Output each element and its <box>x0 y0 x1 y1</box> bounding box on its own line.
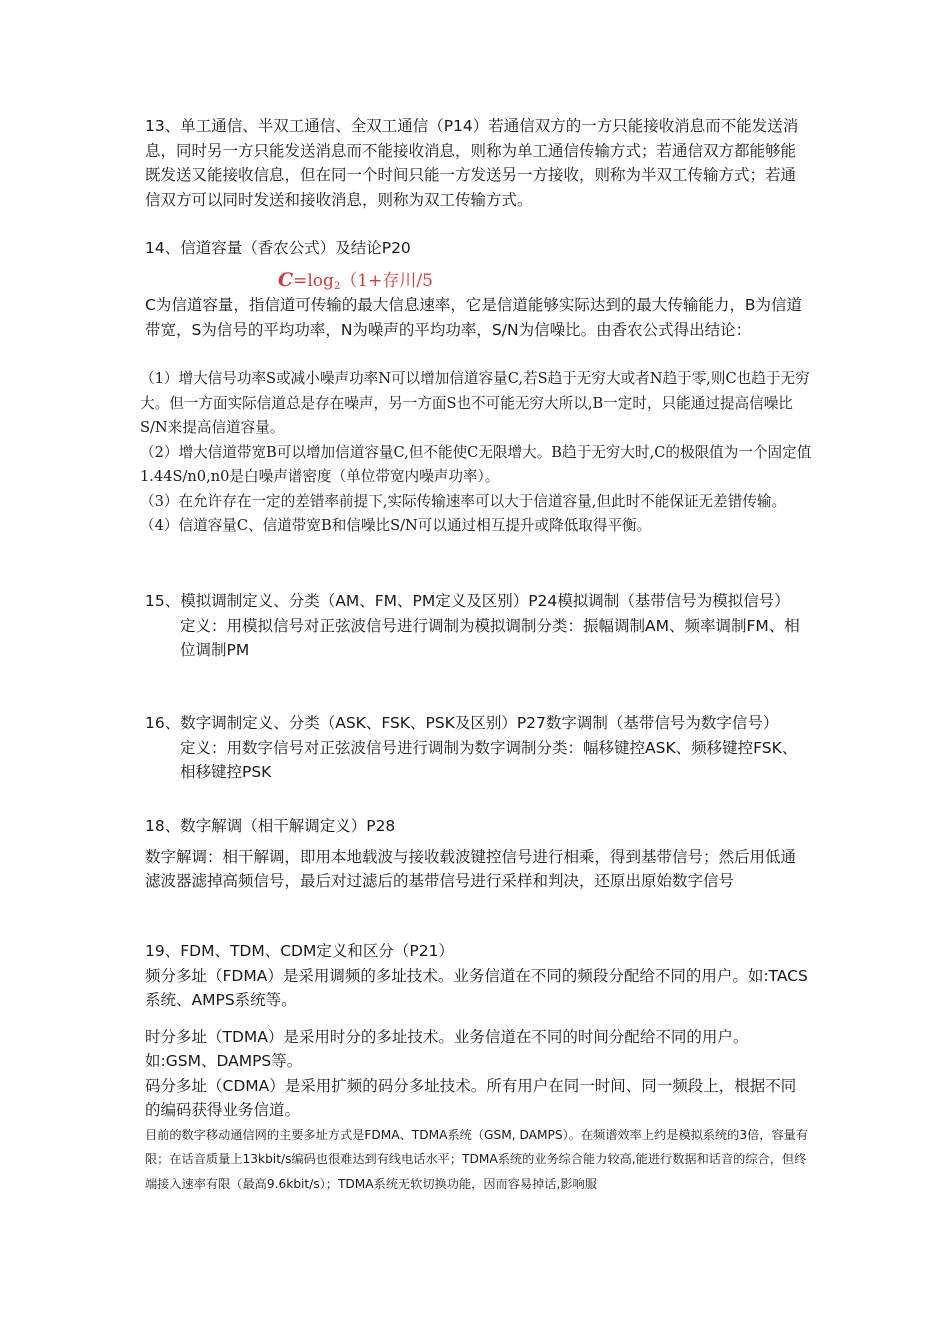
conclusion-3: （3）在允许存在一定的差错率前提下,实际传输速率可以大于信道容量,但此时不能保证无差错传输。 <box>140 492 787 510</box>
cdma-paragraph: 码分多址（CDMA）是采用扩频的码分多址技术。所有用户在同一时间、同一频段上，根据不同的编码获得业务信道。 <box>145 1076 797 1119</box>
section-16-body: 定义：用数字信号对正弦波信号进行调制为数字调制分类：幅移键控ASK、频移键控FSK、相移键控PSK <box>180 738 798 781</box>
section-18-heading: 18、数字解调（相干解调定义）P28 <box>145 817 396 835</box>
conclusion-1: （1）增大信号功率S或减小噪声功率N可以增加信道容量C,若S趋于无穷大或者N趋于零,则C也趋于无穷大。但一方面实际信道总是存在噪声，另一方面S也不可能无穷大所以,B一定时，只能通过提高信噪比S/N来提高信道容量。 <box>140 370 810 436</box>
section-14-intro: C为信道容量，指信道可传输的最大信息速率，它是信道能够实际达到的最大传输能力，B为信道带宽，S为信号的平均功率，N为噪声的平均功率，S/N为信噪比。由香农公式得出结论： <box>145 296 802 339</box>
section-14-heading-block <box>145 236 810 261</box>
section-19-heading: 19、FDM、TDM、CDM定义和区分（P21） <box>145 942 454 960</box>
section-15-body: 定义：用模拟信号对正弦波信号进行调制为模拟调制分类：振幅调制AM、频率调制FM、相位调制PM <box>180 616 800 659</box>
conclusion-4: （4）信道容量C、信道带宽B和信噪比S/N可以通过相互提升或降低取得平衡。 <box>140 517 652 534</box>
tdma-paragraph: 时分多址（TDMA）是采用时分的多址技术。业务信道在不同的时间分配给不同的用户。如:GSM、DAMPS等。 <box>145 1027 749 1070</box>
section-13-paragraph: 13、单工通信、半双工通信、全双工通信（P14）若通信双方的一方只能接收消息而不能发送消息，同时另一方只能发送消息而不能接收消息，则称为单工通信传输方式；若通信双方都能够能既发送又能接收信息，但在同一个时间只能一方发送另一方接收，则称为半双工传输方式；若通信双方可以同时发送和接收消息，则称为双工传输方式。 <box>145 117 799 209</box>
formula-log-base: 2 <box>333 281 341 292</box>
section-14-body <box>145 293 810 342</box>
multiple-access-note: 目前的数字移动通信网的主要多址方式是FDMA、TDMA系统（GSM, DAMPS）。在频谱效率上约是模拟系统的3倍，容量有限；在话音质量上13kbit/s编码也很难达到有线电话水平；TDMA系统的业务综合能力较高,能进行数据和话音的综合，但终端接入速率有限（最高9.6kbit/s）；TDMA系统无软切换功能，因而容易掉话,影响服 <box>145 1127 809 1191</box>
section-14-conclusions <box>140 367 812 539</box>
fdma-paragraph: 频分多址（FDMA）是采用调频的多址技术。业务信道在不同的频段分配给不同的用户。如:TACS系统、AMPS系统等。 <box>145 966 808 1009</box>
section-19 <box>145 939 810 1196</box>
section-16-heading: 16、数字调制定义、分类（ASK、FSK、PSK及区别）P27数字调制（基带信号为数字信号） <box>145 714 779 732</box>
section-18 <box>145 814 810 894</box>
section-15-heading: 15、模拟调制定义、分类（AM、FM、PM定义及区别）P24模拟调制（基带信号为模拟信号） <box>145 592 790 610</box>
shannon-formula <box>278 266 433 292</box>
section-15 <box>145 589 810 663</box>
section-13 <box>145 114 810 212</box>
section-16 <box>145 711 810 785</box>
formula-remainder: （1+存川/5 <box>340 271 433 291</box>
section-14-heading: 14、信道容量（香农公式）及结论P20 <box>145 239 411 257</box>
conclusion-2: （2）增大信道带宽B可以增加信道容量C,但不能使C无限增大。B趋于无穷大时,C的极限值为一个固定值1.44S/n0,n0是白噪声谱密度（单位带宽内噪声功率）。 <box>140 443 812 485</box>
formula-log: =log <box>293 271 334 291</box>
formula-capacity-symbol: C <box>278 269 294 291</box>
section-18-body: 数字解调：相干解调，即用本地载波与接收载波键控信号进行相乘，得到基带信号；然后用低通滤波器滤掉高频信号，最后对过滤后的基带信号进行采样和判决，还原出原始数字信号 <box>145 847 797 890</box>
